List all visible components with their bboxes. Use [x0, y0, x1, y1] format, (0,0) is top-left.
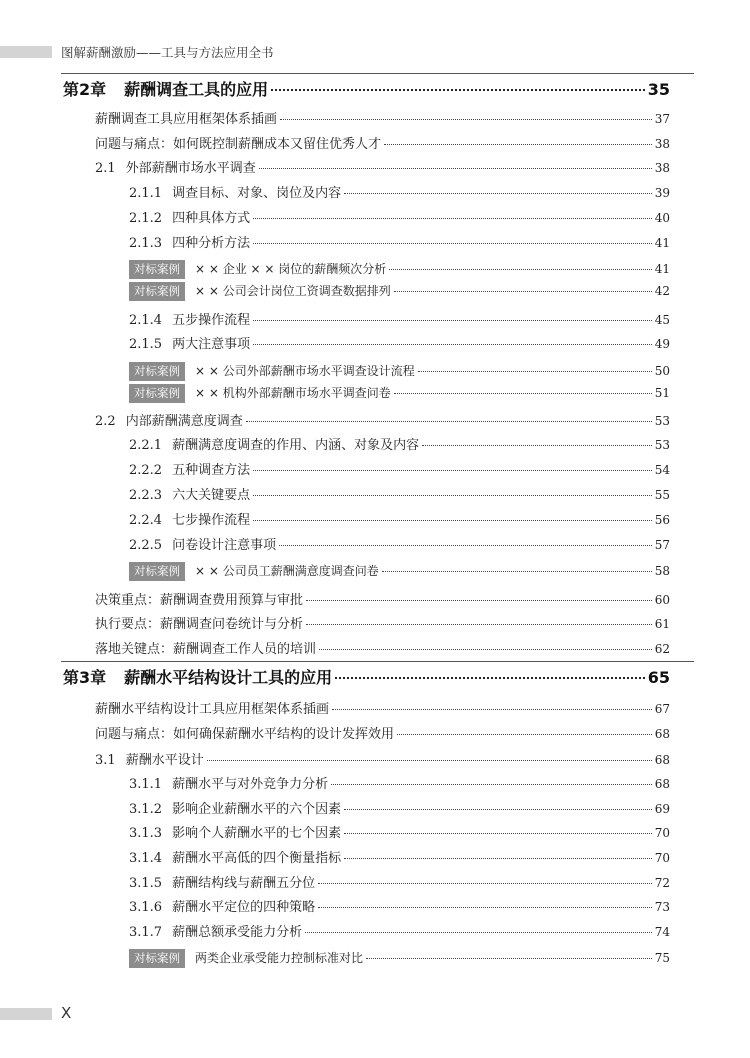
entry-number: 2.2.4 [129, 513, 163, 528]
dot-leader [318, 907, 652, 908]
toc-entry-chapter[interactable] [63, 77, 670, 100]
entry-title: 薪酬满意度调查的作用、内涵、对象及内容 [172, 438, 420, 453]
toc-entry-subsection[interactable] [129, 896, 670, 915]
entry-title: 两大注意事项 [172, 337, 251, 352]
toc-entry-subsection[interactable] [129, 921, 670, 940]
dot-leader [253, 344, 652, 345]
dot-leader [332, 709, 652, 710]
dot-leader [344, 809, 652, 810]
entry-page: 45 [654, 313, 670, 327]
entry-page: 75 [654, 951, 670, 965]
entry-title: × × 公司会计岗位工资调查数据排列 [195, 284, 391, 298]
header-bar [0, 46, 52, 58]
dot-leader [344, 858, 652, 859]
toc-entry-item[interactable] [95, 723, 670, 742]
dot-leader [384, 144, 652, 145]
dot-leader [253, 495, 652, 496]
entry-title: 决策重点：薪酬调查费用预算与审批 [95, 593, 304, 608]
entry-number: 2.2.5 [129, 538, 163, 553]
entry-page: 38 [654, 137, 670, 151]
dot-leader [253, 320, 652, 321]
entry-number: 2.1.2 [129, 211, 163, 226]
entry-number: 第2章 [63, 80, 107, 99]
entry-title: × × 机构外部薪酬市场水平调查问卷 [195, 386, 391, 400]
dot-leader [246, 421, 652, 422]
entry-page: 55 [654, 488, 670, 502]
entry-page: 62 [654, 642, 670, 656]
entry-number: 2.1.3 [129, 236, 163, 251]
dot-leader [335, 677, 645, 679]
entry-page: 68 [654, 753, 670, 767]
dot-leader [280, 119, 652, 120]
entry-number: 2.1.1 [129, 186, 163, 201]
dot-leader [397, 734, 652, 735]
toc-entry-subsection[interactable] [129, 182, 670, 201]
case-badge: 对标案例 [129, 949, 185, 968]
dot-leader [394, 393, 652, 394]
entry-title: 外部薪酬市场水平调查 [125, 161, 256, 176]
entry-title: 问题与痛点：如何确保薪酬水平结构的设计发挥效用 [95, 727, 395, 742]
entry-title: 执行要点：薪酬调查问卷统计与分析 [95, 617, 304, 632]
dot-leader [253, 218, 652, 219]
toc-entry-subsection[interactable] [129, 459, 670, 478]
entry-title: 薪酬调查工具应用框架体系插画 [95, 112, 278, 127]
entry-number: 3.1.2 [129, 802, 163, 817]
entry-number: 2.1 [95, 161, 116, 176]
entry-title: × × 企业 × × 岗位的薪酬频次分析 [195, 262, 387, 276]
entry-title: 薪酬水平结构设计工具应用框架体系插画 [95, 702, 330, 717]
toc-entry-case[interactable] [129, 384, 670, 403]
entry-title: 薪酬水平设计 [125, 753, 204, 768]
dot-leader [389, 269, 651, 270]
entry-title: × × 公司员工薪酬满意度调查问卷 [195, 564, 379, 578]
entry-title: × × 公司外部薪酬市场水平调查设计流程 [195, 364, 415, 378]
dot-leader [253, 243, 652, 244]
case-badge: 对标案例 [129, 362, 185, 381]
dot-leader [344, 193, 652, 194]
entry-number: 2.2.3 [129, 488, 163, 503]
dot-leader [422, 445, 652, 446]
entry-number: 2.2.2 [129, 463, 163, 478]
entry-number: 3.1.3 [129, 826, 163, 841]
entry-page: 60 [654, 593, 670, 607]
entry-title: 薪酬水平定位的四种策略 [172, 900, 316, 915]
dot-leader [344, 833, 652, 834]
entry-page: 53 [654, 414, 670, 428]
entry-page: 41 [654, 262, 670, 276]
entry-page: 57 [654, 538, 670, 552]
entry-title: 问卷设计注意事项 [172, 538, 277, 553]
entry-title: 调查目标、对象、岗位及内容 [172, 186, 342, 201]
dot-leader [418, 371, 652, 372]
entry-title: 四种具体方式 [172, 211, 251, 226]
toc-entry-subsection[interactable] [129, 232, 670, 251]
chapter-rule [61, 73, 694, 74]
toc-entry-subsection[interactable] [129, 872, 670, 891]
entry-title: 四种分析方法 [172, 236, 251, 251]
dot-leader [331, 784, 652, 785]
toc-entry-item[interactable] [95, 638, 670, 657]
entry-page: 70 [654, 826, 670, 840]
entry-title: 薪酬调查工具的应用 [124, 80, 269, 99]
toc-entry-subsection[interactable] [129, 773, 670, 792]
toc-entry-subsection[interactable] [129, 798, 670, 817]
entry-page: 58 [654, 564, 670, 578]
book-title: 图解薪酬激励——工具与方法应用全书 [61, 45, 274, 60]
entry-number: 3.1.4 [129, 851, 163, 866]
entry-title: 影响个人薪酬水平的七个因素 [172, 826, 342, 841]
entry-title: 薪酬水平与对外竞争力分析 [172, 777, 329, 792]
entry-number: 2.2 [95, 414, 116, 429]
entry-number: 2.2.1 [129, 438, 163, 453]
case-badge: 对标案例 [129, 384, 185, 403]
entry-page: 41 [654, 236, 670, 250]
entry-page: 54 [654, 463, 670, 477]
toc-entry-section[interactable] [95, 749, 670, 768]
entry-title: 五种调查方法 [172, 463, 251, 478]
dot-leader [382, 571, 652, 572]
entry-page: 67 [654, 702, 670, 716]
entry-page: 72 [654, 876, 670, 890]
toc-entry-case[interactable] [129, 949, 670, 968]
entry-title: 薪酬水平高低的四个衡量指标 [172, 851, 342, 866]
entry-page: 49 [654, 337, 670, 351]
toc-entry-section[interactable] [95, 157, 670, 176]
entry-title: 落地关键点：薪酬调查工作人员的培训 [95, 642, 317, 657]
toc-entry-chapter[interactable] [63, 665, 670, 688]
entry-page: 69 [654, 802, 670, 816]
toc-entry-subsection[interactable] [129, 847, 670, 866]
entry-page: 70 [654, 851, 670, 865]
entry-page: 65 [647, 668, 670, 687]
entry-page: 35 [647, 80, 670, 99]
dot-leader [305, 932, 652, 933]
case-badge: 对标案例 [129, 282, 185, 301]
entry-title: 六大关键要点 [172, 488, 251, 503]
dot-leader [279, 545, 652, 546]
toc-entry-subsection[interactable] [129, 207, 670, 226]
entry-page: 37 [654, 112, 670, 126]
entry-page: 53 [654, 438, 670, 452]
chapter-rule [61, 661, 694, 662]
entry-title: 七步操作流程 [172, 513, 251, 528]
entry-page: 38 [654, 161, 670, 175]
dot-leader [318, 883, 652, 884]
case-badge: 对标案例 [129, 562, 185, 581]
toc-entry-case[interactable] [129, 362, 670, 381]
entry-title: 五步操作流程 [172, 313, 251, 328]
entry-page: 42 [654, 284, 670, 298]
entry-number: 2.1.5 [129, 337, 163, 352]
entry-page: 73 [654, 900, 670, 914]
toc-entry-item[interactable] [95, 133, 670, 152]
entry-number: 3.1.5 [129, 876, 163, 891]
dot-leader [207, 760, 652, 761]
entry-title: 影响企业薪酬水平的六个因素 [172, 802, 342, 817]
toc-entry-item[interactable] [95, 698, 670, 717]
dot-leader [319, 649, 652, 650]
toc-entry-subsection[interactable] [129, 822, 670, 841]
toc-entry-item[interactable] [95, 589, 670, 608]
entry-number: 3.1.1 [129, 777, 163, 792]
entry-number: 第3章 [63, 668, 107, 687]
entry-title: 两类企业承受能力控制标准对比 [195, 951, 364, 965]
case-badge: 对标案例 [129, 260, 185, 279]
entry-title: 内部薪酬满意度调查 [125, 414, 243, 429]
entry-page: 39 [654, 186, 670, 200]
toc-entry-item[interactable] [95, 613, 670, 632]
dot-leader [259, 168, 652, 169]
dot-leader [253, 470, 652, 471]
dot-leader [271, 89, 645, 91]
entry-page: 68 [654, 727, 670, 741]
entry-page: 68 [654, 777, 670, 791]
entry-page: 74 [654, 925, 670, 939]
entry-number: 2.1.4 [129, 313, 163, 328]
dot-leader [366, 958, 652, 959]
toc-entry-item[interactable] [95, 108, 670, 127]
entry-number: 3.1.7 [129, 925, 163, 940]
entry-page: 61 [654, 617, 670, 631]
dot-leader [394, 291, 652, 292]
entry-page: 51 [654, 386, 670, 400]
toc-entry-subsection[interactable] [129, 309, 670, 328]
toc-entry-subsection[interactable] [129, 509, 670, 528]
dot-leader [253, 520, 652, 521]
entry-title: 薪酬水平结构设计工具的应用 [124, 668, 333, 687]
toc-entry-case[interactable] [129, 282, 670, 301]
entry-page: 40 [654, 211, 670, 225]
toc-entry-subsection[interactable] [129, 434, 670, 453]
toc-entry-subsection[interactable] [129, 534, 670, 553]
entry-title: 问题与痛点：如何既控制薪酬成本又留住优秀人才 [95, 137, 382, 152]
entry-page: 50 [654, 364, 670, 378]
entry-number: 3.1.6 [129, 900, 163, 915]
dot-leader [306, 600, 652, 601]
dot-leader [306, 624, 652, 625]
toc-entry-case[interactable] [129, 562, 670, 581]
entry-page: 56 [654, 513, 670, 527]
page-number: X [61, 1004, 72, 1022]
footer-bar [0, 1008, 52, 1020]
toc-entry-section[interactable] [95, 410, 670, 429]
entry-title: 薪酬结构线与薪酬五分位 [172, 876, 316, 891]
entry-title: 薪酬总额承受能力分析 [172, 925, 303, 940]
toc-entry-subsection[interactable] [129, 333, 670, 352]
toc-entry-case[interactable] [129, 260, 670, 279]
entry-number: 3.1 [95, 753, 116, 768]
toc-entry-subsection[interactable] [129, 484, 670, 503]
